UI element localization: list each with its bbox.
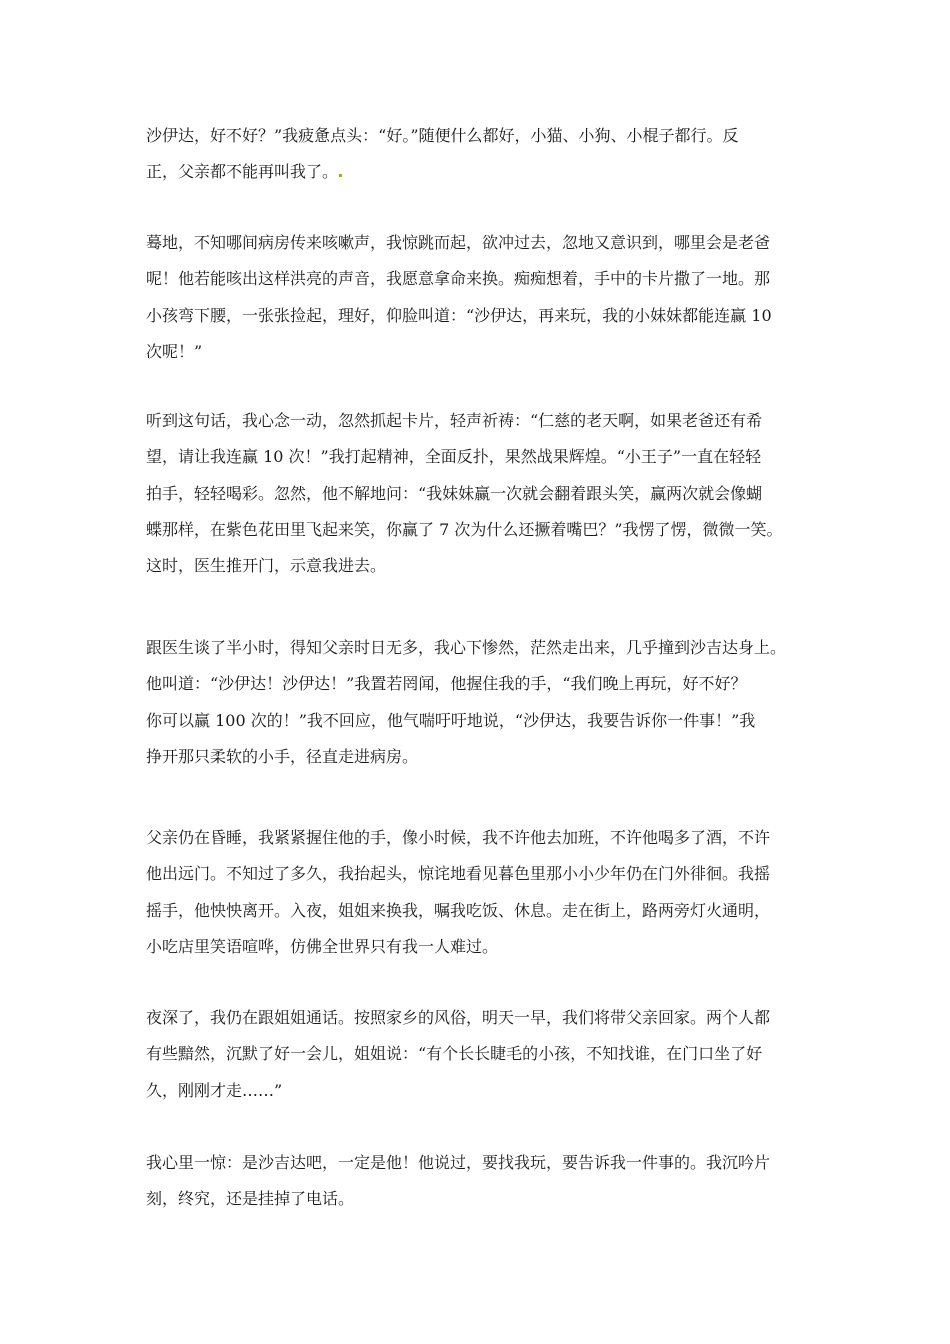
- text-line: 小孩弯下腰，一张张捡起，理好，仰脸叫道：“沙伊达，再来玩，我的小妹妹都能连赢 10: [146, 305, 772, 325]
- paragraph-5: [146, 820, 822, 965]
- text-line: 久，刚刚才走……”: [146, 1080, 283, 1100]
- text-line: 父亲仍在昏睡，我紧紧握住他的手，像小时候，我不许他去加班，不许他喝多了酒，不许: [146, 828, 771, 847]
- text-line: 有些黯然，沉默了好一会儿，姐姐说：“有个长长睫毛的小孩，不知找谁，在门口坐了好: [146, 1044, 763, 1064]
- text-line: [146, 154, 822, 190]
- text-line: 次呢！”: [146, 341, 203, 361]
- text-line: 他出远门。不知过了多久，我抬起头，惊诧地看见暮色里那小小少年仍在门外徘徊。我摇: [146, 864, 771, 884]
- text-line: 刻，终究，还是挂掉了电话。: [146, 1189, 355, 1209]
- text-line: 这时，医生推开门，示意我进去。: [146, 556, 387, 576]
- text-line: 摇手，他怏怏离开。入夜，姐姐来换我，嘱我吃饭、休息。走在街上，路两旁灯火通明，: [146, 900, 771, 920]
- text-line: 跟医生谈了半小时，得知父亲时日无多，我心下惨然，茫然走出来，几乎撞到沙吉达身上。: [146, 638, 787, 657]
- text-line: 呢！他若能咳出这样洪亮的声音，我愿意拿命来换。痴痴想着，手中的卡片撒了一地。那: [146, 269, 771, 289]
- text-line: 拍手，轻轻喝彩。忽然，他不解地问：“我妹妹赢一次就会翻着跟头笑，赢两次就会像蝴: [146, 483, 763, 503]
- text-line: 挣开那只柔软的小手，径直走进病房。: [146, 746, 419, 766]
- text-line: 你可以赢 100 次的！”我不回应，他气喘吁吁地说，“沙伊达，我要告诉你一件事！”我: [146, 710, 756, 730]
- text-line: 小吃店里笑语喧哗，仿佛全世界只有我一人难过。: [146, 936, 499, 956]
- paragraph-2: [146, 225, 822, 370]
- text-line: 蓦地，不知哪间病房传来咳嗽声，我惊跳而起，欲冲过去，忽地又意识到，哪里会是老爸: [146, 233, 771, 252]
- paragraph-6: [146, 1000, 822, 1109]
- text-line: 他叫道：“沙伊达！沙伊达！”我置若罔闻，他握住我的手，“我们晚上再玩，好不好？: [146, 674, 747, 694]
- text-line-content: 正，父亲都不能再叫我了。: [146, 162, 339, 182]
- text-line: 听到这句话，我心念一动，忽然抓起卡片，轻声祈祷：“仁慈的老天啊，如果老爸还有希: [146, 411, 763, 430]
- speck-mark: [339, 174, 342, 177]
- text-line: 蝶那样，在紫色花田里飞起来笑，你赢了 7 次为什么还撅着嘴巴？”我愣了愣，微微一笑。: [146, 519, 783, 539]
- paragraph-4: [146, 630, 822, 775]
- text-line: 我心里一惊：是沙吉达吧，一定是他！他说过，要找我玩，要告诉我一件事的。我沉吟片: [146, 1153, 771, 1172]
- text-line: 望，请让我连赢 10 次！”我打起精神，全面反扑，果然战果辉煌。“小王子”一直在轻轻: [146, 447, 762, 467]
- paragraph-1: [146, 118, 822, 191]
- text-line: 沙伊达，好不好？”我疲惫点头：“好。”随便什么都好，小猫、小狗、小棍子都行。反: [146, 126, 739, 145]
- paragraph-3: [146, 403, 822, 584]
- paragraph-7: [146, 1145, 822, 1218]
- text-line: 夜深了，我仍在跟姐姐通话。按照家乡的风俗，明天一早，我们将带父亲回家。两个人都: [146, 1008, 771, 1027]
